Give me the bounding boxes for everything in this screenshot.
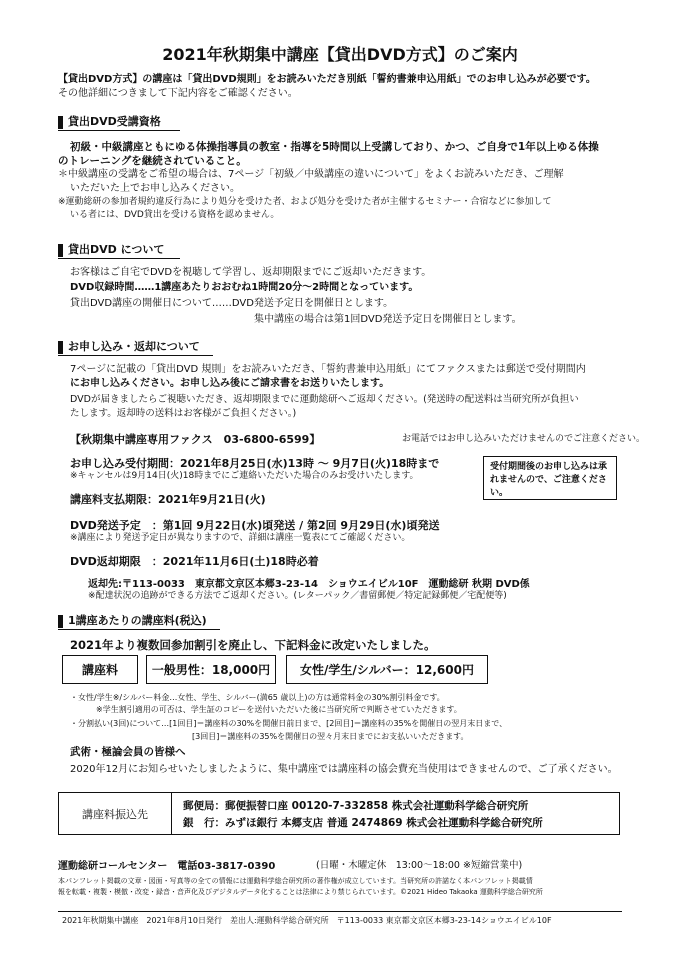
about-line-1: お客様はご自宅でDVDを視聴して学習し、返却期限までにご返却いただきます。 <box>70 267 432 278</box>
apply-para-2a: DVDが届きましたらご視聴いただき、返却期限までに運動総研へご返却ください。(発送時の配送料は当研究所が負担い <box>70 394 579 405</box>
cancel-note: ※キャンセルは9月14日(火)18時までにご連絡いただいた場合のみお受けいたします。 <box>70 471 419 481</box>
fee-table-label: 講座料 <box>62 655 138 684</box>
members-title: 武術・極論会員の皆様へ <box>70 746 186 758</box>
transfer-table <box>58 792 620 835</box>
section-label: 貸出DVD受講資格 <box>68 115 161 128</box>
fee-change-notice: 2021年より複数回参加割引を廃止し、下記料金に改定いたしました。 <box>70 638 436 652</box>
qualification-note-2a: ※運動総研の参加者規約違反行為により処分を受けた者、および処分を受けた者が主催するセミナー・合宿などに参加して <box>58 197 552 207</box>
fax-number: 【秋期集中講座専用ファクス 03-6800-6599】 <box>70 433 321 446</box>
section-label: 1講座あたりの講座料(税込) <box>68 614 207 627</box>
heading-underline <box>58 258 180 259</box>
intro-line-2: その他詳細につきまして下記内容をご確認ください。 <box>58 88 298 99</box>
dvd-return-deadline: DVD返却期限 ：2021年11月6日(土)18時必着 <box>70 555 319 568</box>
qualification-requirement-1: 初級・中級講座ともにゆる体操指導員の教室・指導を5時間以上受講しており、かつ、ご自身で1年以上ゆる体操 <box>70 141 599 153</box>
heading-bar <box>58 116 63 129</box>
section-about-heading <box>58 243 618 257</box>
about-line-3: 貸出DVD講座の開催日について……DVD発送予定日を開催日とします。 <box>70 298 394 309</box>
page-title: 2021年秋期集中講座【貸出DVD方式】のご案内 <box>162 45 518 64</box>
qualification-note-1b: いただいた上でお申し込みください。 <box>70 183 240 194</box>
fee-note-2b: [3回目]＝講座料の35%を開催日の翌々月末日までにお支払いいただきます。 <box>192 732 469 741</box>
fee-discount: 女性/学生/シルバー：12,600円 <box>286 655 488 684</box>
footer-info: 2021年秋期集中講座 2021年8月10日発行 差出人:運動科学総合研究所 〒113-0033 東京都文京区本郷3-23-14ショウエイビル10F <box>62 916 552 925</box>
apply-para-2b: たします。返却時の送料はお客様がご負担ください。) <box>70 408 297 419</box>
fee-general: 一般男性：18,000円 <box>146 655 276 684</box>
copyright-line-1: 本パンフレット掲載の文章・図面・写真等の全ての情報には運動科学総合研究所の著作権が成立しています。当研究所の許諾なく本パンフレット掲載情 <box>58 877 533 885</box>
about-line-4: 集中講座の場合は第1回DVD発送予定日を開催日とします。 <box>254 314 522 325</box>
apply-para-1a: 7ページに記載の「貸出DVD 規則」をお読みいただき、「誓約書兼申込用紙」にてファクスまたは郵送で受付期間内 <box>70 364 586 375</box>
heading-bar <box>58 244 63 257</box>
transfer-postal: 郵便局：郵便振替口座 00120-7-332858 株式会社運動科学総合研究所 <box>183 800 529 812</box>
application-period: お申し込み受付期間：2021年8月25日(水)13時 ～ 9月7日(火)18時まで <box>70 457 440 470</box>
apply-para-1b: にお申し込みください。お申し込み後にご請求書をお送りいたします。 <box>70 378 390 389</box>
heading-underline <box>58 629 220 630</box>
members-text: 2020年12月にお知らせいたしましたように、集中講座では講座料の協会費充当使用はできませんので、ご了承ください。 <box>70 764 618 775</box>
section-label: お申し込み・返却について <box>68 340 200 353</box>
dvd-shipping-schedule: DVD発送予定 ：第1回 9月22日(水)頃発送 / 第2回 9月29日(水)頃発送 <box>70 519 440 532</box>
heading-bar <box>58 615 63 628</box>
return-address: 返却先:〒113-0033 東京都文京区本郷3-23-14 ショウエイビル10F 運動総研 秋期 DVD係 <box>88 579 530 590</box>
fee-note-1b: ※学生割引適用の可否は、学生証のコピーを送付いただいた後に当研究所で判断させていただきます。 <box>96 705 462 714</box>
shipping-note: ※講座により発送予定日が異なりますので、詳細は講座一覧表にてご確認ください。 <box>70 533 411 543</box>
intro-line-1: 【貸出DVD方式】の講座は「貸出DVD規則」をお読みいただき別紙「誓約書兼申込用紙」でのお申し込みが必要です。 <box>58 74 596 85</box>
section-apply-heading <box>58 340 618 354</box>
copyright-line-2: 報を転載・複製・模倣・改変・録音・音声化及びデジタルデータ化することは法律により禁じられています。©2021 Hideo Takaoka 運動科学総合研究所 <box>58 888 543 896</box>
fee-note-2a: ・分割払い(3回)について…[1回目]＝講座料の30%を開催日前日まで、[2回目]＝講座料の35%を開催日の翌月末日まで、 <box>70 719 508 728</box>
return-note: ※配達状況の追跡ができる方法でご返却ください。(レターパック／書留郵便／特定記録郵便／宅配便等) <box>88 591 507 601</box>
notice-box-text: 受付期間後のお申し込みは承れませんので、ご注意ください。 <box>490 462 608 498</box>
fee-note-1a: ・女性/学生※/シルバー料金…女性、学生、シルバー(満65 歳以上)の方は通常料金の30%割引料金です。 <box>70 693 445 702</box>
section-fee-heading <box>58 614 618 628</box>
footer-divider <box>58 911 622 912</box>
heading-underline <box>58 355 213 356</box>
section-qualification-heading <box>58 115 618 129</box>
heading-underline <box>58 130 180 131</box>
heading-bar <box>58 341 63 354</box>
transfer-bank: 銀 行：みずほ銀行 本郷支店 普通 2474869 株式会社運動科学総合研究所 <box>183 817 543 829</box>
about-line-2: DVD収録時間……1講座あたりおおむね1時間20分～2時間となっています。 <box>70 282 419 293</box>
transfer-label: 講座料振込先 <box>59 793 172 834</box>
fax-note: お電話ではお申し込みいただけませんのでご注意ください。 <box>402 434 646 444</box>
call-center-hours: (日曜・木曜定休 13:00～18:00 ※短縮営業中) <box>316 860 523 871</box>
call-center: 運動総研コールセンター 電話03-3817-0390 <box>58 861 276 872</box>
payment-deadline: 講座料支払期限：2021年9月21日(火) <box>70 493 266 506</box>
qualification-requirement-2: のトレーニングを継続されていること。 <box>58 155 247 167</box>
section-label: 貸出DVD について <box>68 243 165 256</box>
qualification-note-1a: ＊中級講座の受講をご希望の場合は、7ページ「初級／中級講座の違いについて」をよくお読みいただき、ご理解 <box>58 169 564 180</box>
notice-box <box>483 456 617 500</box>
qualification-note-2b: いる者には、DVD貸出を受ける資格を認めません。 <box>70 210 280 220</box>
